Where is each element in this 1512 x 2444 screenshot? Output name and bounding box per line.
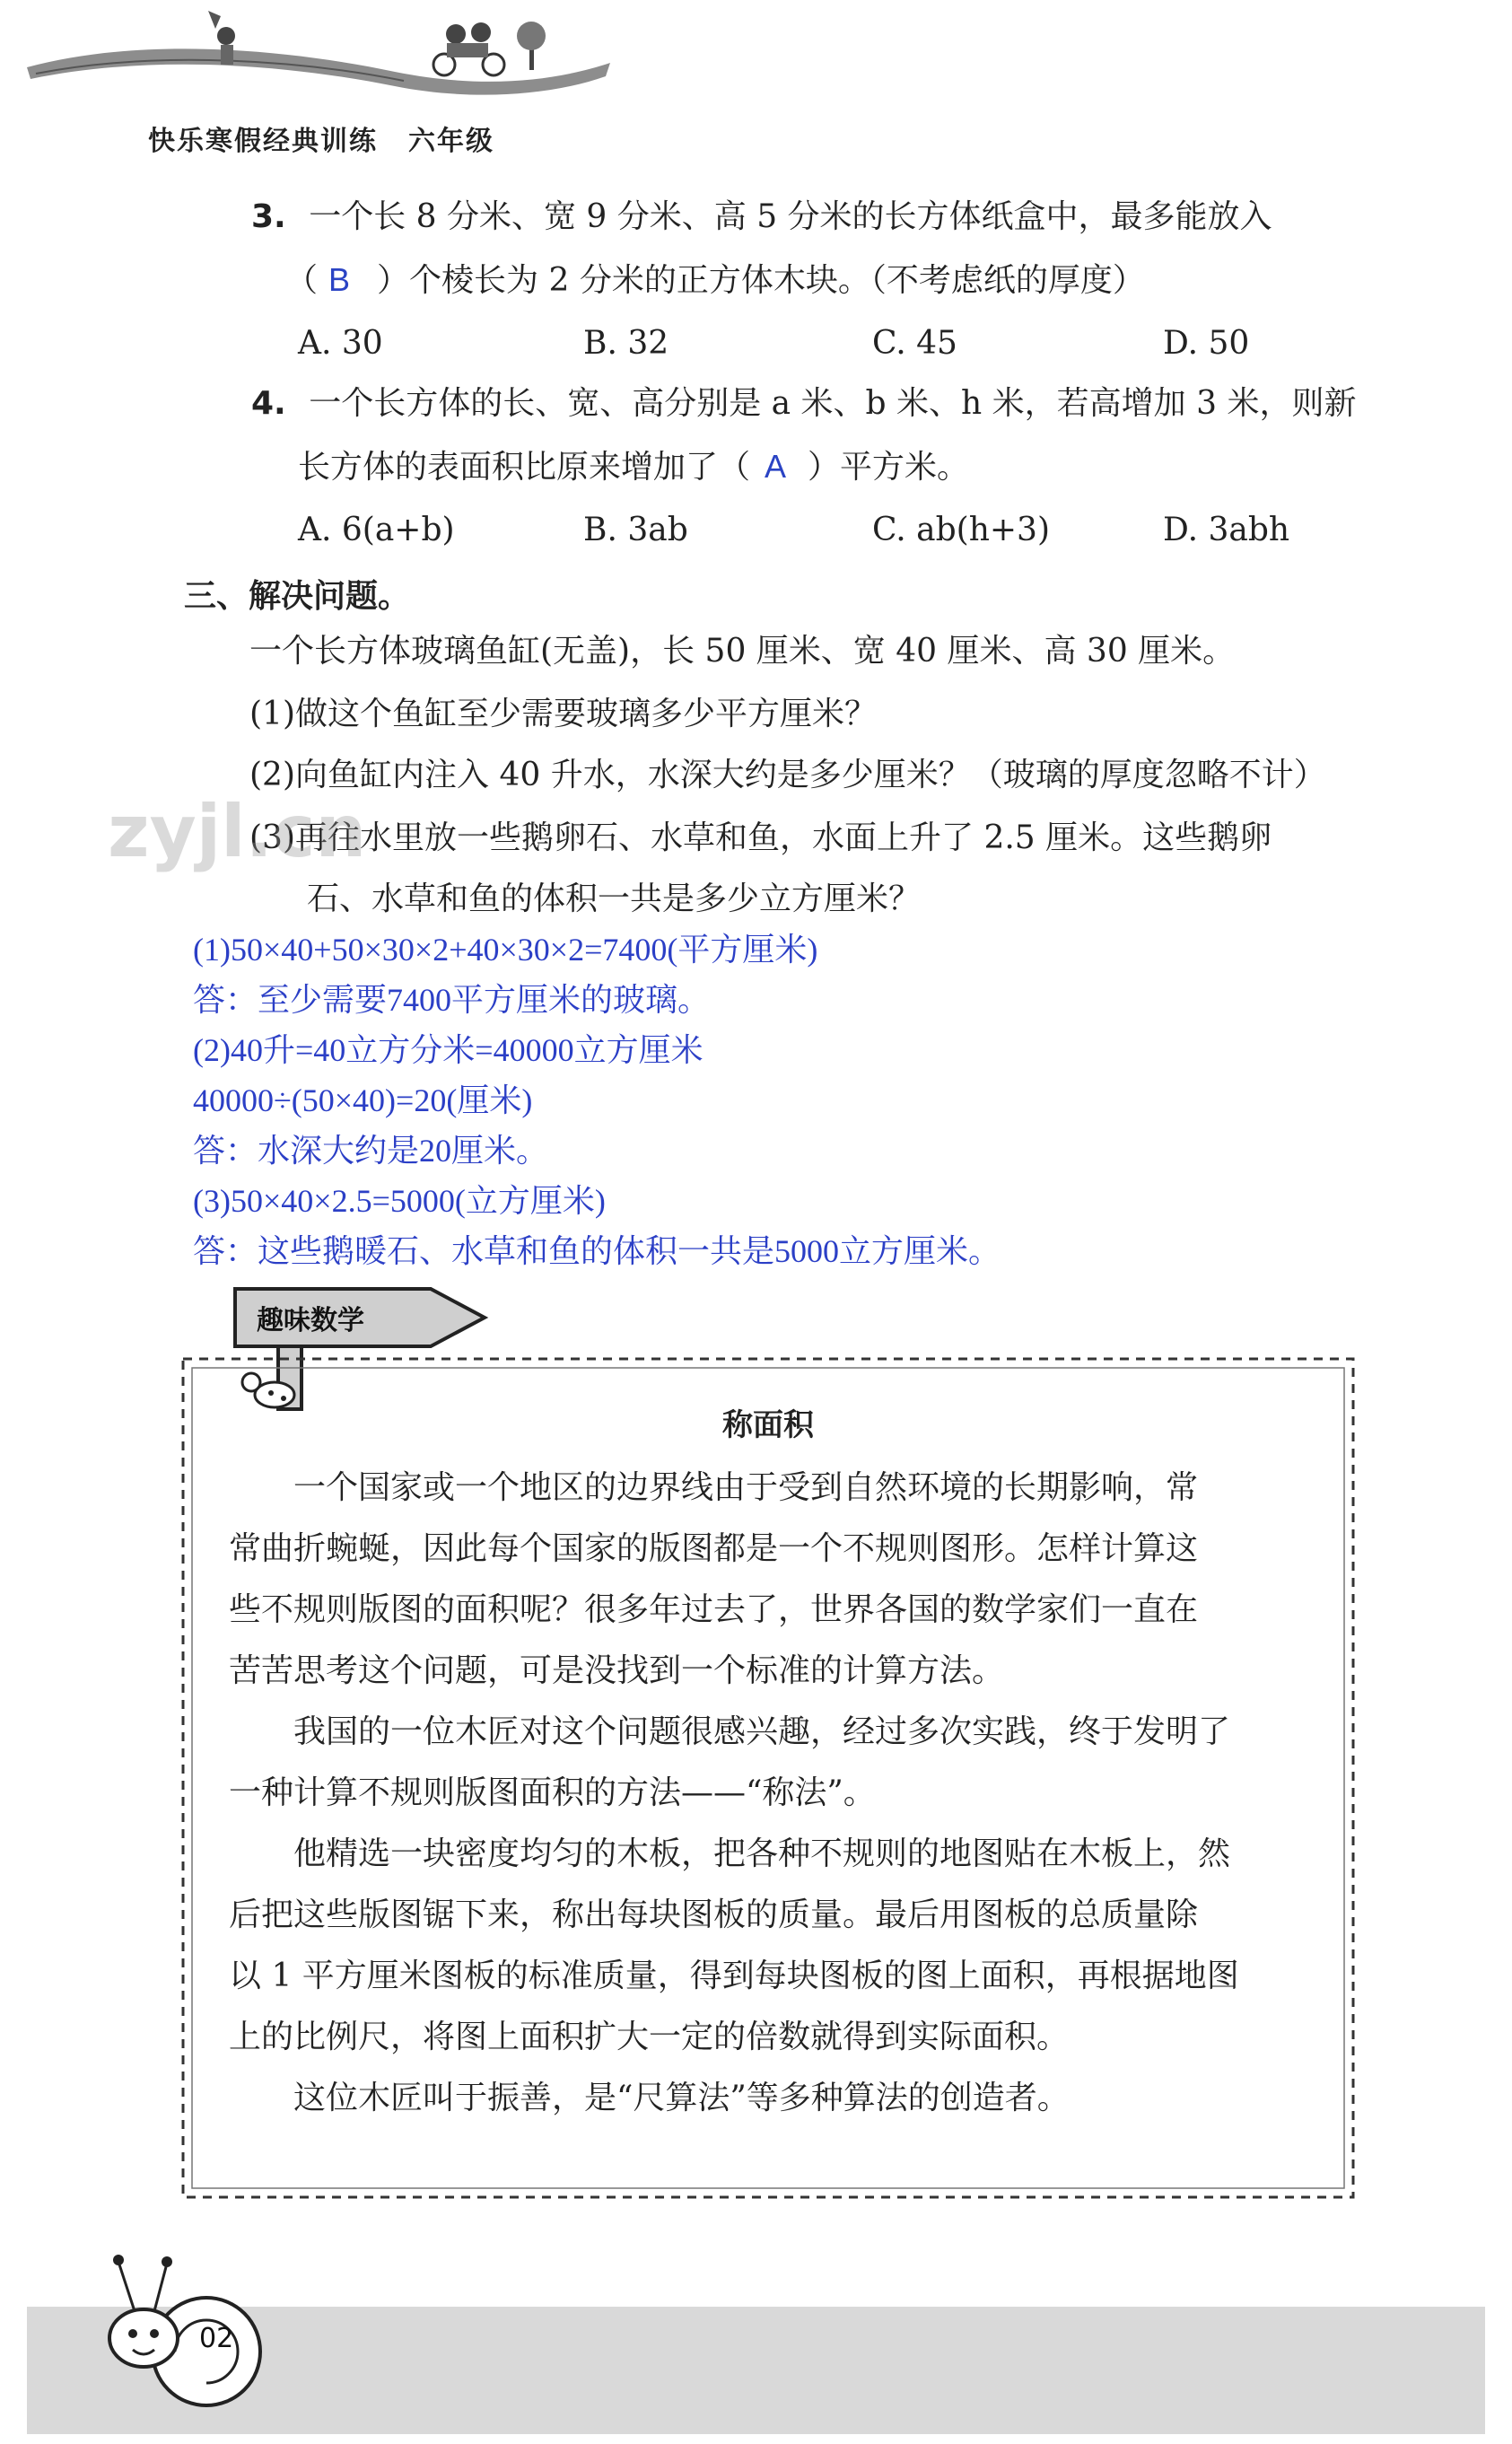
question-3 xyxy=(251,198,1272,235)
solution-line: (3)50×40×2.5=5000(立方厘米) xyxy=(193,1183,606,1219)
story-line: 苦苦思考这个问题，可是没找到一个标准的计算方法。 xyxy=(229,1652,1005,1689)
grade-label: 六年级 xyxy=(408,126,494,157)
story-line: 以 1 平方厘米图板的标准质量，得到每块图板的图上面积，再根据地图 xyxy=(229,1958,1239,1994)
problem-part-2: (2)向鱼缸内注入 40 升水，水深大约是多少厘米？（玻璃的厚度忽略不计） xyxy=(249,757,1326,793)
story-paragraph xyxy=(229,2068,1328,2129)
header-title xyxy=(148,118,494,158)
option-a: A. 30 xyxy=(298,325,383,362)
story-title: 称面积 xyxy=(722,1407,814,1443)
snail-icon xyxy=(90,2244,296,2423)
question-text: ）个棱长为 2 分米的正方体木块。（不考虑纸的厚度） xyxy=(377,262,1145,299)
story-paragraph xyxy=(229,1702,1328,1824)
solution-line: 答：水深大约是20厘米。 xyxy=(193,1133,549,1169)
question-text: 一个长 8 分米、宽 9 分米、高 5 分米的长方体纸盒中，最多能放入 xyxy=(309,198,1272,235)
section-heading: 三、解决问题。 xyxy=(184,578,411,615)
option-c: C. ab(h+3) xyxy=(872,512,1050,548)
question-text: 一个长方体的长、宽、高分别是 a 米、b 米、h 米，若高增加 3 米，则新 xyxy=(309,385,1357,422)
sign-label: 趣味数学 xyxy=(257,1305,364,1336)
question-number: 3. xyxy=(251,198,286,235)
solution-line: 40000÷(50×40)=20(厘米) xyxy=(193,1082,533,1118)
solution-line: (2)40升=40立方分米=40000立方厘米 xyxy=(193,1032,704,1068)
option-a: A. 6(a+b) xyxy=(298,512,455,548)
question-number: 4. xyxy=(251,385,286,422)
story-line: 这位木匠叫于振善，是“尺算法”等多种算法的创造者。 xyxy=(293,2080,1070,2116)
story-line: 我国的一位木匠对这个问题很感兴趣，经过多次实践，终于发明了 xyxy=(293,1713,1231,1750)
option-d: D. 3abh xyxy=(1163,512,1290,548)
solution-line: (1)50×40+50×30×2+40×30×2=7400(平方厘米) xyxy=(193,932,818,968)
story-line: 上的比例尺，将图上面积扩大一定的倍数就得到实际面积。 xyxy=(229,2019,1070,2055)
problem-part-3: (3)再往水里放一些鹅卵石、水草和鱼，水面上升了 2.5 厘米。这些鹅卵 xyxy=(249,819,1272,856)
children-on-bike-icon xyxy=(433,22,504,75)
story-line: 些不规则版图的面积呢？很多年过去了，世界各国的数学家们一直在 xyxy=(229,1591,1199,1628)
option-b: B. 3ab xyxy=(583,512,688,548)
story-line: 一个国家或一个地区的边界线由于受到自然环境的长期影响，常 xyxy=(293,1469,1199,1506)
story-line: 后把这些版图锯下来，称出每块图板的质量。最后用图板的总质量除 xyxy=(229,1897,1199,1933)
page-number: 02 xyxy=(199,2323,234,2354)
answer-mark: B xyxy=(328,261,351,298)
question-3-line2 xyxy=(285,261,1145,299)
story-line: 他精选一块密度均匀的木板，把各种不规则的地图贴在木板上，然 xyxy=(293,1835,1231,1872)
paren-open: （ xyxy=(285,262,319,299)
header-decoration xyxy=(18,0,628,108)
solution-line: 答：至少需要7400平方厘米的玻璃。 xyxy=(193,982,711,1018)
story-paragraph xyxy=(229,1824,1328,2068)
option-b: B. 32 xyxy=(583,325,669,362)
story-body xyxy=(229,1458,1328,2129)
story-line: 一种计算不规则版图面积的方法——“称法”。 xyxy=(229,1774,876,1811)
question-4-line2 xyxy=(298,448,970,486)
option-d: D. 50 xyxy=(1163,325,1250,362)
watermark: zyjl.cn xyxy=(108,790,367,873)
solution-line: 答：这些鹅暖石、水草和鱼的体积一共是5000立方厘米。 xyxy=(193,1233,1001,1269)
question-4 xyxy=(251,385,1357,422)
story-line: 常曲折蜿蜒，因此每个国家的版图都是一个不规则图形。怎样计算这 xyxy=(229,1530,1199,1567)
story-paragraph xyxy=(229,1458,1328,1702)
problem-part-3-cont: 石、水草和鱼的体积一共是多少立方厘米？ xyxy=(307,880,922,917)
question-text: ）平方米。 xyxy=(808,449,970,486)
problem-intro: 一个长方体玻璃鱼缸(无盖)，长 50 厘米、宽 40 厘米、高 30 厘米。 xyxy=(249,633,1236,670)
option-c: C. 45 xyxy=(872,325,957,362)
answer-mark: A xyxy=(765,448,787,485)
question-text: 长方体的表面积比原来增加了（ xyxy=(298,449,751,486)
tree-icon xyxy=(517,22,546,70)
problem-part-1: (1)做这个鱼缸至少需要玻璃多少平方厘米？ xyxy=(249,696,877,732)
series-title: 快乐寒假经典训练 xyxy=(148,126,378,157)
